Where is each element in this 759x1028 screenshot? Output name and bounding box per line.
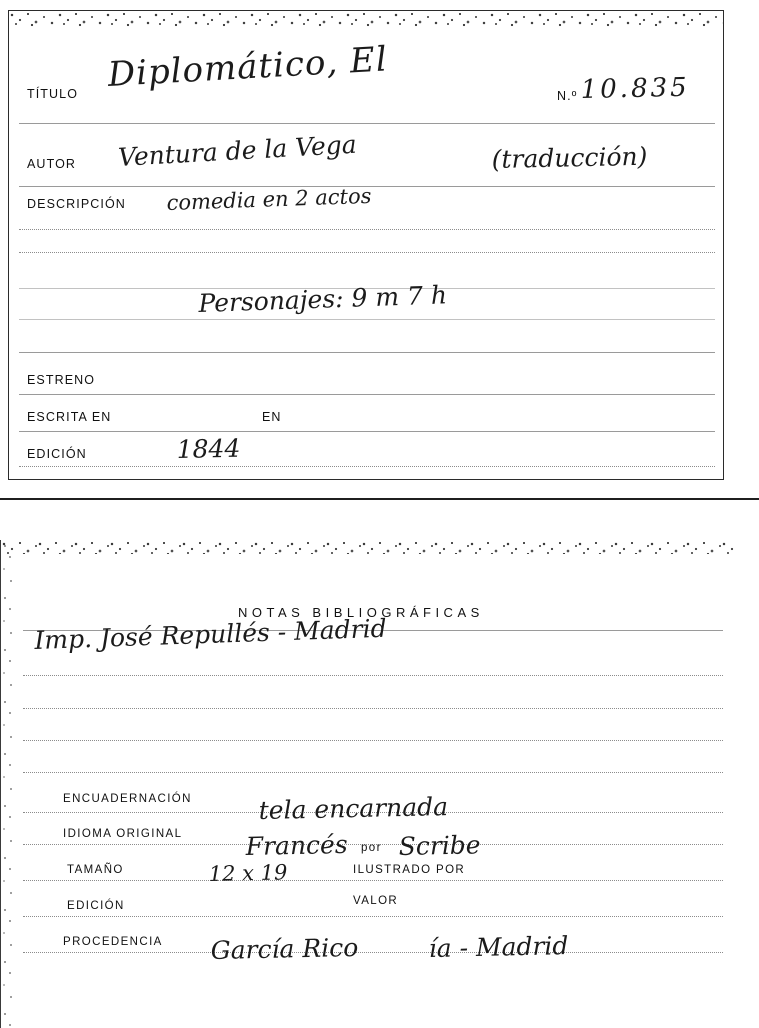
value-idioma-autor: Scribe <box>398 830 481 861</box>
value-autor: Ventura de la Vega <box>117 129 358 172</box>
rule-line-dotted <box>19 252 715 253</box>
label-edicion: EDICIÓN <box>67 900 125 912</box>
rule-line <box>19 319 715 320</box>
rule-line <box>19 394 715 395</box>
rule-line-dotted <box>23 880 723 881</box>
rule-line <box>19 123 715 124</box>
value-nota-impresor: Imp. José Repullés - Madrid <box>33 613 388 655</box>
rule-line <box>19 352 715 353</box>
value-titulo: Diplomático, El <box>106 39 389 95</box>
value-procedencia-cont: ía - Madrid <box>428 931 569 963</box>
card-left-edge-texture <box>1 540 15 1028</box>
label-encuadernacion: ENCUADERNACIÓN <box>63 793 192 805</box>
value-numero: 10.835 <box>580 72 690 105</box>
rule-line-dotted <box>19 229 715 230</box>
label-titulo: TÍTULO <box>27 87 79 101</box>
catalog-card-front <box>8 10 724 480</box>
value-edicion: 1844 <box>176 433 241 464</box>
rule-line-dotted <box>23 772 723 773</box>
label-descripcion: DESCRIPCIÓN <box>27 197 126 211</box>
catalog-card-back <box>0 540 738 1028</box>
label-estreno: ESTRENO <box>27 373 96 387</box>
value-procedencia: García Rico <box>210 932 359 965</box>
rule-line-dotted <box>23 675 723 676</box>
label-escrita-en: ESCRITA EN <box>27 410 112 424</box>
label-idioma-por: por <box>361 842 382 854</box>
rule-line-dotted <box>19 466 715 467</box>
rule-line-dotted <box>23 952 723 953</box>
value-personajes: Personajes: 9 m 7 h <box>197 280 448 318</box>
label-en: EN <box>262 410 282 424</box>
rule-line-dotted <box>23 708 723 709</box>
rule-line-dotted <box>23 740 723 741</box>
card-top-edge-texture <box>9 11 723 27</box>
label-procedencia: PROCEDENCIA <box>63 936 163 948</box>
card-bottom-edge-texture <box>1 540 738 554</box>
notes-heading: NOTAS BIBLIOGRÁFICAS <box>238 605 484 620</box>
value-tamano: 12 x 19 <box>208 860 288 886</box>
label-autor: AUTOR <box>27 157 77 171</box>
label-tamano: TAMAÑO <box>67 864 124 876</box>
label-numero: N.º <box>557 89 578 103</box>
label-ilustrado-por: ILUSTRADO POR <box>353 864 466 876</box>
card-gap <box>0 500 759 538</box>
label-idioma-original: IDIOMA ORIGINAL <box>63 828 183 840</box>
label-valor: VALOR <box>353 895 399 907</box>
value-descripcion: comedia en 2 actos <box>166 183 372 215</box>
value-encuadernacion: tela encarnada <box>258 792 449 825</box>
rule-line-dotted <box>23 916 723 917</box>
rule-line <box>19 431 715 432</box>
value-idioma-original: Francés <box>245 829 348 861</box>
label-edicion: EDICIÓN <box>27 447 87 461</box>
value-autor-note: (traducción) <box>491 141 648 174</box>
